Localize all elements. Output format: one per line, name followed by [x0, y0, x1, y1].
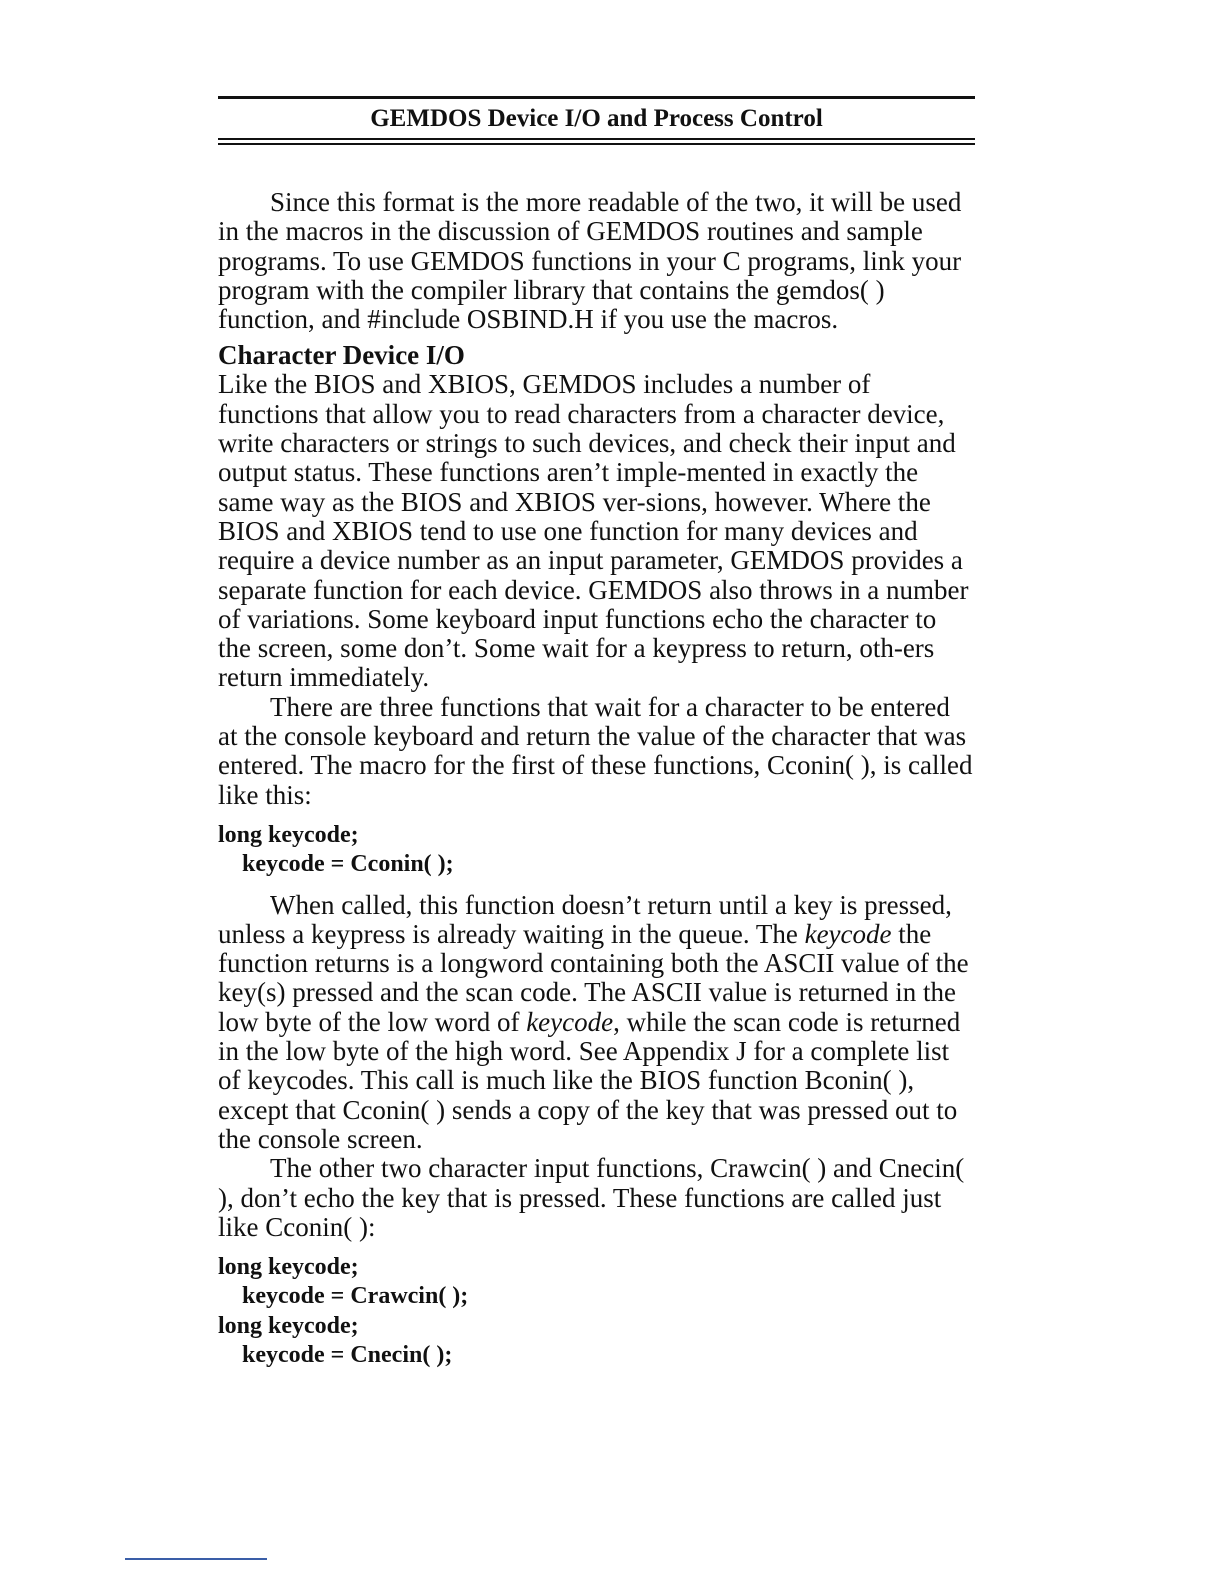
keycode-emphasis: keycode: [804, 918, 892, 949]
code-block-cconin: [218, 821, 975, 880]
header-bottom-rule: [218, 138, 975, 145]
code-line: keycode = Cnecin( );: [242, 1341, 453, 1368]
text-run: the function returns is a longword containing both the ASCII value of the key(s) pressed and the scan code. The ASCII value is returned in the low byte of the low word of: [218, 918, 969, 1037]
intro-paragraph: Since this format is the more readable of the two, it will be used in the macros in the discussion of GEMDOS routines and sample programs. To use GEMDOS functions in your C programs, link your program with the compiler library that contains the gemdos( ) function, and #include OSBIND.H if you use the macros.: [218, 187, 962, 335]
char-device-paragraph: Like the BIOS and XBIOS, GEMDOS includes a number of functions that allow you to read characters from a character device, write characters or strings to such devices, and check their input and output status. These functions aren’t imple-mented in exactly the same way as the BIOS and XBIOS ver-sions, however. Where the BIOS and XBIOS tend to use one function for many devices and require a device number as an input parameter, GEMDOS provides a separate function for each device. GEMDOS also throws in a number of variations. Some keyboard input functions echo the character to the screen, some don’t. Some wait for a keypress to return, oth-ers return immediately.: [218, 369, 969, 693]
when-called-paragraph: [218, 891, 975, 1155]
section-heading: Character Device I/O: [218, 340, 465, 371]
text-run: , while the scan code is returned in the low byte of the high word. See Appendix J for a complete list of keycodes. This call is much like the BIOS function Bconin( ), except that Cconin( ) sends a copy of the key that was pressed out to the console screen.: [218, 1006, 961, 1154]
keycode-emphasis: keycode: [526, 1006, 614, 1037]
code-block-crawcin-cnecin: [218, 1253, 975, 1370]
running-header: GEMDOS Device I/O and Process Control: [370, 105, 823, 132]
text-run: When called, this function doesn’t return until a key is pressed, unless a keypress is already waiting in the queue. The: [218, 889, 952, 949]
footer-rule: [125, 1558, 267, 1560]
page: [218, 96, 975, 1381]
code-line: keycode = Crawcin( );: [242, 1283, 469, 1310]
code-line: long keycode;: [218, 1254, 359, 1281]
code-line: long keycode;: [218, 821, 359, 848]
other-two-paragraph: The other two character input functions, Crawcin( ) and Cnecin( ), don’t echo the key that is pressed. These functions are called just like Cconin( ):: [218, 1153, 965, 1242]
body-text: [218, 188, 975, 1370]
code-line: long keycode;: [218, 1312, 359, 1339]
code-line: keycode = Cconin( );: [242, 851, 454, 878]
three-functions-paragraph: There are three functions that wait for a character to be entered at the console keyboard and return the value of the character that was entered. The macro for the first of these functions, Cconin( ), is called like this:: [218, 691, 973, 810]
